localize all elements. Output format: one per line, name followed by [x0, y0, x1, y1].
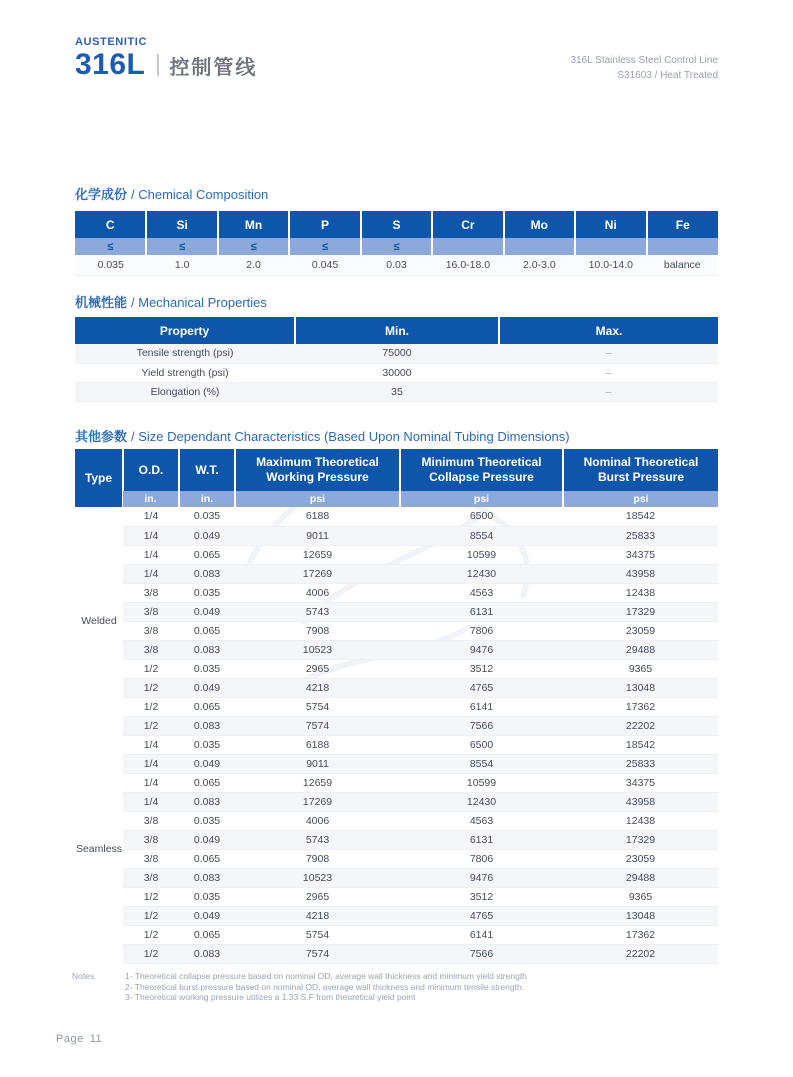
size-table-row: [75, 735, 718, 754]
size-table-row: [75, 792, 718, 811]
size-cell: 1/4: [123, 792, 179, 811]
col-header-od: O.D.: [123, 449, 179, 491]
product-line-1: 316L Stainless Steel Control Line: [570, 55, 718, 66]
size-cell: 1/2: [123, 716, 179, 735]
type-group-label: Welded: [75, 507, 123, 735]
chemical-operator: ≤: [289, 238, 360, 255]
page-label: Page: [56, 1033, 84, 1045]
page-header-left: [75, 36, 257, 80]
chemical-title-cn: 化学成份: [75, 187, 128, 202]
size-cell: 7908: [235, 849, 400, 868]
chemical-section-title: [75, 184, 268, 203]
unit-collapse-pressure: psi: [400, 491, 563, 507]
size-table-body: [75, 507, 718, 963]
mechanical-table-head: [75, 317, 718, 344]
size-cell: 1/4: [123, 754, 179, 773]
product-descriptor: [571, 54, 719, 83]
chemical-column-header: S: [361, 211, 432, 238]
mechanical-cell: Yield strength (psi): [75, 363, 295, 382]
size-table-row: [75, 602, 718, 621]
size-cell: 3/8: [123, 811, 179, 830]
size-table-row: [75, 906, 718, 925]
size-table-row: [75, 507, 718, 526]
chemical-table-body: [75, 255, 718, 275]
size-cell: 6500: [400, 507, 563, 526]
chemical-value: 0.045: [289, 255, 360, 275]
size-cell: 2965: [235, 659, 400, 678]
unit-od: in.: [123, 491, 179, 507]
unit-working-pressure: psi: [235, 491, 400, 507]
size-characteristics-table: [75, 449, 718, 964]
chemical-value-row: [75, 255, 718, 275]
col-header-working-pressure: Maximum Theoretical Working Pressure: [235, 449, 400, 491]
size-cell: 1/4: [123, 773, 179, 792]
chemical-value: 1.0: [146, 255, 217, 275]
mechanical-cell: 35: [295, 382, 499, 401]
size-cell: 29488: [563, 640, 718, 659]
size-cell: 5743: [235, 830, 400, 849]
size-cell: 7566: [400, 716, 563, 735]
mechanical-cell: Elongation (%): [75, 382, 295, 401]
size-cell: 3512: [400, 659, 563, 678]
size-table-row: [75, 564, 718, 583]
chemical-value: balance: [647, 255, 719, 275]
size-cell: 0.065: [179, 697, 235, 716]
size-table-row: [75, 678, 718, 697]
size-cell: 0.049: [179, 602, 235, 621]
page-footer: [56, 1033, 102, 1045]
size-table-row: [75, 849, 718, 868]
chemical-column-header: Mo: [504, 211, 575, 238]
size-cell: 1/4: [123, 564, 179, 583]
size-cell: 0.035: [179, 583, 235, 602]
size-cell: 0.049: [179, 754, 235, 773]
mechanical-cell: –: [499, 344, 718, 363]
chemical-column-header: C: [75, 211, 146, 238]
chemical-operator: [432, 238, 503, 255]
size-cell: 7806: [400, 621, 563, 640]
size-section-title: [75, 426, 570, 445]
size-title-en: / Size Dependant Characteristics (Based Upon Nominal Tubing Dimensions): [131, 429, 570, 444]
size-cell: 34375: [563, 773, 718, 792]
size-cell: 22202: [563, 716, 718, 735]
size-table-row: [75, 621, 718, 640]
size-cell: 13048: [563, 678, 718, 697]
col-header-wt: W.T.: [179, 449, 235, 491]
size-cell: 10599: [400, 545, 563, 564]
mechanical-cell: –: [499, 363, 718, 382]
size-cell: 1/2: [123, 697, 179, 716]
size-cell: 1/2: [123, 678, 179, 697]
size-table-row: [75, 773, 718, 792]
mechanical-properties-table: [75, 317, 718, 402]
size-cell: 3/8: [123, 602, 179, 621]
mechanical-column-header: Min.: [295, 317, 499, 344]
size-cell: 3/8: [123, 868, 179, 887]
size-cell: 34375: [563, 545, 718, 564]
size-cell: 5754: [235, 925, 400, 944]
size-cell: 12659: [235, 773, 400, 792]
size-cell: 17362: [563, 697, 718, 716]
size-cell: 2965: [235, 887, 400, 906]
size-cell: 9476: [400, 868, 563, 887]
size-cell: 0.083: [179, 792, 235, 811]
size-table-row: [75, 754, 718, 773]
size-table-row: [75, 811, 718, 830]
size-cell: 9365: [563, 659, 718, 678]
chemical-title-en: / Chemical Composition: [131, 187, 269, 202]
size-cell: 9476: [400, 640, 563, 659]
size-cell: 17269: [235, 792, 400, 811]
mechanical-table-row: [75, 344, 718, 363]
chemical-column-header: Fe: [647, 211, 719, 238]
mechanical-title-cn: 机械性能: [75, 295, 128, 310]
size-cell: 10523: [235, 868, 400, 887]
size-cell: 0.049: [179, 906, 235, 925]
chemical-value: 0.035: [75, 255, 146, 275]
chemical-value: 2.0: [218, 255, 289, 275]
chemical-operator: ≤: [75, 238, 146, 255]
notes-items: [125, 971, 527, 1003]
mechanical-title-en: / Mechanical Properties: [131, 295, 267, 310]
unit-wt: in.: [179, 491, 235, 507]
size-cell: 0.065: [179, 621, 235, 640]
size-cell: 6500: [400, 735, 563, 754]
col-header-burst-pressure: Nominal Theoretical Burst Pressure: [563, 449, 718, 491]
size-cell: 12659: [235, 545, 400, 564]
size-cell: 4765: [400, 906, 563, 925]
size-cell: 0.083: [179, 868, 235, 887]
size-table-row: [75, 545, 718, 564]
size-cell: 5743: [235, 602, 400, 621]
page-number: 11: [89, 1033, 103, 1045]
size-table-row: [75, 640, 718, 659]
size-cell: 1/4: [123, 735, 179, 754]
size-cell: 3/8: [123, 621, 179, 640]
size-cell: 10599: [400, 773, 563, 792]
size-cell: 4765: [400, 678, 563, 697]
size-cell: 0.065: [179, 925, 235, 944]
col-header-type: Type: [75, 449, 123, 507]
size-cell: 6188: [235, 507, 400, 526]
mechanical-cell: 30000: [295, 363, 499, 382]
size-cell: 0.049: [179, 678, 235, 697]
size-title-cn: 其他参数: [75, 429, 128, 444]
chemical-column-header: Mn: [218, 211, 289, 238]
notes-label: Notes: [72, 971, 95, 981]
size-table-row: [75, 526, 718, 545]
size-table-row: [75, 944, 718, 963]
chemical-operator: [575, 238, 646, 255]
mechanical-cell: Tensile strength (psi): [75, 344, 295, 363]
size-header-row: [75, 449, 718, 491]
size-cell: 6141: [400, 697, 563, 716]
size-cell: 25833: [563, 526, 718, 545]
size-cell: 43958: [563, 564, 718, 583]
size-cell: 17329: [563, 830, 718, 849]
note-line: 3- Theoretical working pressure utilizes a 1.33 S.F from theoretical yield point: [125, 992, 416, 1003]
subtitle-cn: 控制管线: [169, 56, 258, 79]
size-cell: 0.049: [179, 830, 235, 849]
size-cell: 0.065: [179, 545, 235, 564]
size-cell: 0.083: [179, 944, 235, 963]
chemical-column-header: Cr: [432, 211, 503, 238]
chemical-operator: [504, 238, 575, 255]
size-cell: 8554: [400, 754, 563, 773]
size-cell: 0.035: [179, 887, 235, 906]
chemical-operator-row: [75, 238, 718, 255]
size-table-row: [75, 659, 718, 678]
product-line-2: S31603 / Heat Treated: [617, 69, 718, 81]
size-cell: 0.035: [179, 811, 235, 830]
mechanical-section-title: [75, 292, 267, 311]
chemical-column-header: P: [289, 211, 360, 238]
size-cell: 17329: [563, 602, 718, 621]
size-cell: 1/2: [123, 944, 179, 963]
size-cell: 1/2: [123, 659, 179, 678]
mechanical-cell: –: [499, 382, 718, 401]
size-cell: 1/2: [123, 925, 179, 944]
chemical-value: 16.0-18.0: [432, 255, 503, 275]
size-cell: 12430: [400, 792, 563, 811]
size-cell: 12438: [563, 811, 718, 830]
chemical-value: 2.0-3.0: [504, 255, 575, 275]
size-units-row: [75, 491, 718, 507]
mechanical-cell: 75000: [295, 344, 499, 363]
size-cell: 22202: [563, 944, 718, 963]
col-header-collapse-pressure: Minimum Theoretical Collapse Pressure: [400, 449, 563, 491]
size-cell: 4006: [235, 583, 400, 602]
size-cell: 1/4: [123, 507, 179, 526]
size-cell: 3/8: [123, 640, 179, 659]
chemical-column-header: Si: [146, 211, 217, 238]
size-cell: 5754: [235, 697, 400, 716]
size-cell: 9011: [235, 754, 400, 773]
title-divider: [157, 54, 159, 76]
size-cell: 3/8: [123, 583, 179, 602]
grade-title-row: [75, 50, 257, 80]
size-cell: 4218: [235, 906, 400, 925]
mechanical-table-row: [75, 382, 718, 401]
chemical-operator: [647, 238, 719, 255]
chemical-value: 10.0-14.0: [575, 255, 646, 275]
size-table-row: [75, 830, 718, 849]
size-cell: 1/4: [123, 526, 179, 545]
size-cell: 17362: [563, 925, 718, 944]
notes-section: [72, 971, 527, 1003]
chemical-operator: ≤: [361, 238, 432, 255]
size-cell: 7574: [235, 944, 400, 963]
type-group-label: Seamless: [75, 735, 123, 963]
size-table-row: [75, 887, 718, 906]
size-cell: 6131: [400, 602, 563, 621]
note-line: 2- Theoretical burst pressure based on nominal OD, average wall thickness and minimum tensile strength.: [125, 981, 525, 992]
size-cell: 0.035: [179, 659, 235, 678]
size-cell: 10523: [235, 640, 400, 659]
size-cell: 0.065: [179, 773, 235, 792]
size-table-row: [75, 583, 718, 602]
size-cell: 8554: [400, 526, 563, 545]
size-cell: 6188: [235, 735, 400, 754]
size-cell: 9365: [563, 887, 718, 906]
size-cell: 7566: [400, 944, 563, 963]
size-table-row: [75, 697, 718, 716]
size-cell: 18542: [563, 507, 718, 526]
chemical-column-header: Ni: [575, 211, 646, 238]
size-cell: 3512: [400, 887, 563, 906]
size-cell: 7908: [235, 621, 400, 640]
size-cell: 0.065: [179, 849, 235, 868]
chemical-composition-table: [75, 211, 718, 276]
chemical-table-head: [75, 211, 718, 255]
note-line: 1- Theoretical collapse pressure based on nominal OD, average wall thickness and minimum yield strength: [125, 971, 527, 981]
size-cell: 4563: [400, 811, 563, 830]
size-cell: 0.083: [179, 564, 235, 583]
size-cell: 3/8: [123, 849, 179, 868]
chemical-operator: ≤: [218, 238, 289, 255]
chemical-value: 0.03: [361, 255, 432, 275]
size-cell: 7574: [235, 716, 400, 735]
size-cell: 23059: [563, 621, 718, 640]
grade-title: 316L: [75, 48, 146, 81]
size-cell: 4218: [235, 678, 400, 697]
size-cell: 1/2: [123, 887, 179, 906]
size-table-row: [75, 925, 718, 944]
mechanical-column-header: Max.: [499, 317, 718, 344]
size-cell: 12430: [400, 564, 563, 583]
size-cell: 12438: [563, 583, 718, 602]
size-cell: 9011: [235, 526, 400, 545]
size-cell: 25833: [563, 754, 718, 773]
size-cell: 7806: [400, 849, 563, 868]
size-cell: 17269: [235, 564, 400, 583]
size-cell: 0.035: [179, 507, 235, 526]
size-cell: 0.083: [179, 640, 235, 659]
size-cell: 6131: [400, 830, 563, 849]
size-cell: 23059: [563, 849, 718, 868]
mechanical-header-row: [75, 317, 718, 344]
size-cell: 43958: [563, 792, 718, 811]
size-cell: 0.049: [179, 526, 235, 545]
size-cell: 0.035: [179, 735, 235, 754]
size-cell: 4006: [235, 811, 400, 830]
size-cell: 0.083: [179, 716, 235, 735]
size-cell: 6141: [400, 925, 563, 944]
mechanical-table-body: [75, 344, 718, 401]
size-table-row: [75, 716, 718, 735]
size-table-head: [75, 449, 718, 507]
series-label: AUSTENITIC: [75, 36, 147, 48]
size-cell: 4563: [400, 583, 563, 602]
size-cell: 1/2: [123, 906, 179, 925]
size-cell: 18542: [563, 735, 718, 754]
size-cell: 1/4: [123, 545, 179, 564]
mechanical-table-row: [75, 363, 718, 382]
mechanical-column-header: Property: [75, 317, 295, 344]
size-cell: 13048: [563, 906, 718, 925]
chemical-header-row: [75, 211, 718, 238]
unit-burst-pressure: psi: [563, 491, 718, 507]
size-table-row: [75, 868, 718, 887]
chemical-operator: ≤: [146, 238, 217, 255]
size-cell: 29488: [563, 868, 718, 887]
size-cell: 3/8: [123, 830, 179, 849]
